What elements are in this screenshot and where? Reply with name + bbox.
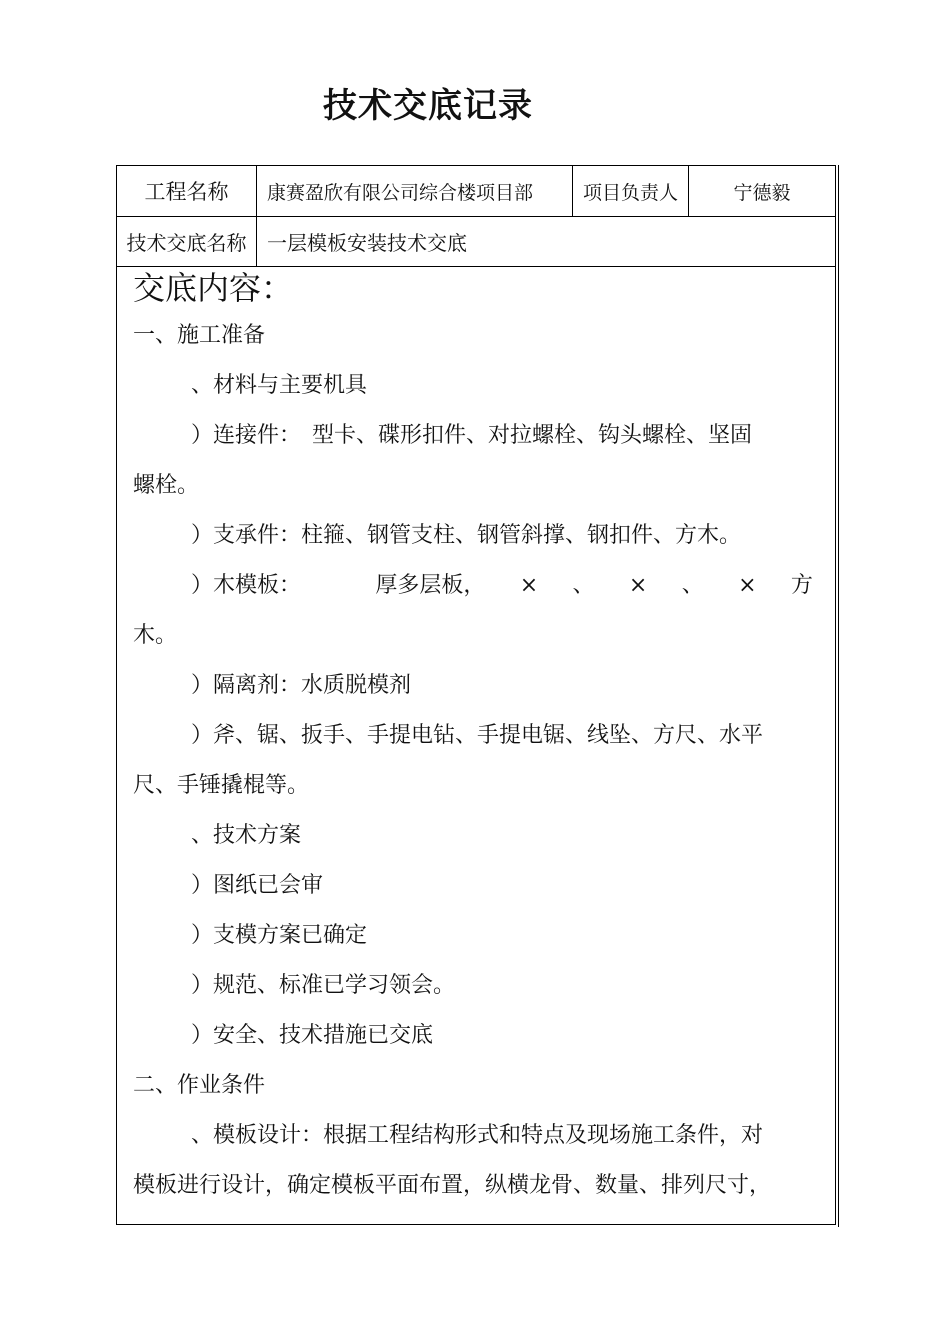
section-heading: 一、施工准备 bbox=[133, 323, 266, 348]
formwork-item: 、 bbox=[572, 573, 595, 598]
body-line: 尺、手锤撬棍等。 bbox=[133, 773, 310, 798]
disclosure-form bbox=[116, 165, 836, 1225]
section-heading: 二、作业条件 bbox=[133, 1073, 266, 1098]
manager-value: 宁德毅 bbox=[733, 181, 791, 204]
body-line: ）隔离剂：水质脱模剂 bbox=[191, 673, 412, 698]
header-row-tech bbox=[117, 217, 835, 267]
subsection-heading: 、材料与主要机具 bbox=[191, 373, 368, 398]
tech-name-value: 一层模板安装技术交底 bbox=[267, 231, 467, 255]
formwork-line bbox=[133, 561, 813, 611]
body-line: ）斧、锯、扳手、手提电钻、手提电锯、线坠、方尺、水平 bbox=[191, 723, 764, 748]
formwork-item: 、 bbox=[681, 573, 704, 598]
formwork-item: × bbox=[519, 573, 539, 598]
body-line: 木。 bbox=[133, 623, 178, 648]
content-heading: 交底内容： bbox=[133, 269, 294, 307]
header-row-project bbox=[117, 166, 835, 217]
formwork-item: × bbox=[628, 573, 648, 598]
formwork-item: 方 bbox=[790, 573, 813, 598]
project-value: 康赛盈欣有限公司综合楼项目部 bbox=[257, 166, 573, 216]
body-line: ）规范、标准已学习领会。 bbox=[191, 973, 456, 998]
body-line: 螺栓。 bbox=[133, 473, 200, 498]
body-line: ）连接件： 型卡、碟形扣件、对拉螺栓、钩头螺栓、坚固 bbox=[191, 423, 753, 448]
body-line: 、模板设计：根据工程结构形式和特点及现场施工条件，对 bbox=[191, 1123, 764, 1148]
project-label: 工程名称 bbox=[117, 166, 257, 216]
body-line: ）支承件：柱箍、钢管支柱、钢管斜撑、钢扣件、方木。 bbox=[191, 523, 742, 548]
subsection-heading: 、技术方案 bbox=[191, 823, 302, 848]
body-line: ）支模方案已确定 bbox=[191, 923, 368, 948]
formwork-item: 厚多层板， bbox=[375, 573, 486, 598]
page-title: 技术交底记录 bbox=[323, 86, 533, 126]
body-line: ）安全、技术措施已交底 bbox=[191, 1023, 434, 1048]
formwork-item: × bbox=[738, 573, 757, 598]
disclosure-content bbox=[133, 267, 813, 1211]
tech-name-label: 技术交底名称 bbox=[117, 217, 257, 266]
manager-label: 项目负责人 bbox=[573, 166, 689, 216]
formwork-label: ）木模板： bbox=[191, 573, 302, 598]
body-line: 模板进行设计，确定模板平面布置，纵横龙骨、数量、排列尺寸， bbox=[133, 1173, 772, 1198]
body-line: ）图纸已会审 bbox=[191, 873, 324, 898]
